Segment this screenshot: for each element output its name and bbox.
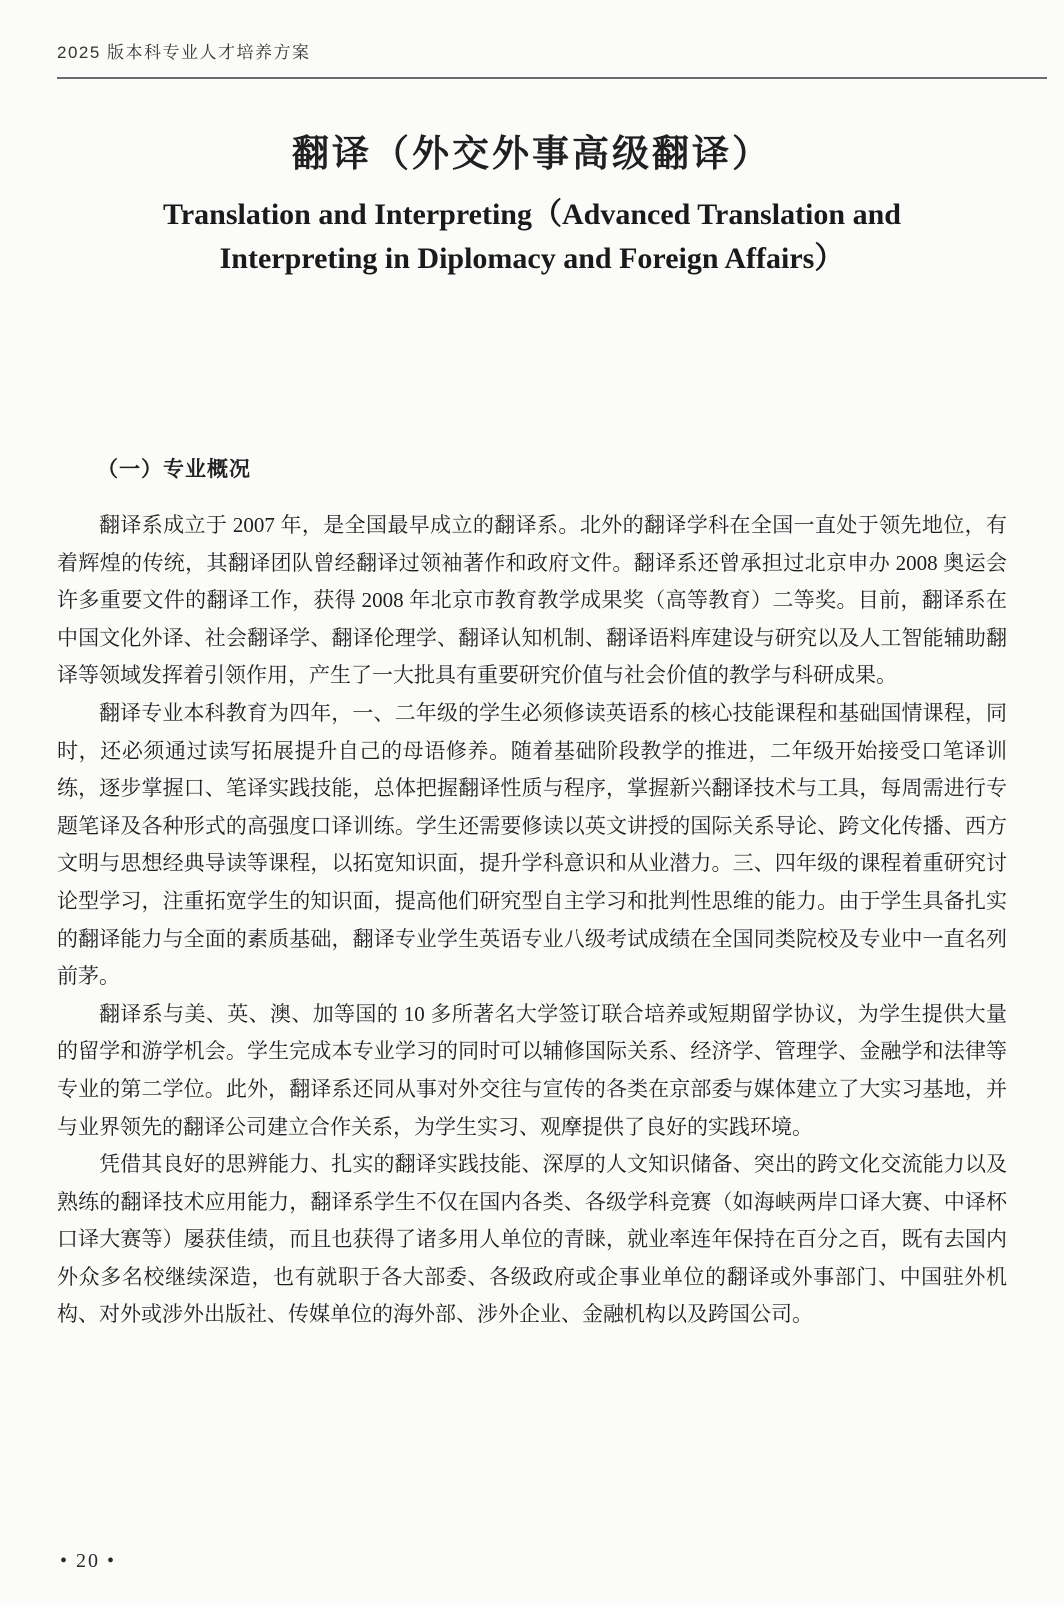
header-rule bbox=[57, 77, 1047, 79]
running-header-text: 2025 版本科专业人才培养方案 bbox=[57, 43, 311, 62]
title-english-line-1: Translation and Interpreting（Advanced Translation and bbox=[163, 198, 901, 231]
section-heading: （一）专业概况 bbox=[97, 458, 251, 481]
title-english bbox=[57, 193, 1007, 281]
paragraph-3: 翻译系与美、英、澳、加等国的 10 多所著名大学签订联合培养或短期留学协议，为学生提供大量的留学和游学机会。学生完成本专业学习的同时可以辅修国际关系、经济学、管理学、金融学和法律等专业的第二学位。此外，翻译系还同从事对外交往与宣传的各类在京部委与媒体建立了大实习基地，并与业界领先的翻译公司建立合作关系，为学生实习、观摩提供了良好的实践环境。 bbox=[57, 1001, 1007, 1139]
running-header bbox=[57, 0, 1007, 79]
title-english-line-2: Interpreting in Diplomacy and Foreign Affairs） bbox=[219, 242, 845, 275]
title-chinese: 翻译（外交外事高级翻译） bbox=[292, 133, 772, 174]
body-text bbox=[57, 507, 1007, 1334]
page-number: • 20 • bbox=[60, 1550, 117, 1572]
paragraph-4: 凭借其良好的思辨能力、扎实的翻译实践技能、深厚的人文知识储备、突出的跨文化交流能力以及熟练的翻译技术应用能力，翻译系学生不仅在国内各类、各级学科竞赛（如海峡两岸口译大赛、中译杯口译大赛等）屡获佳绩，而且也获得了诸多用人单位的青睐，就业率连年保持在百分之百，既有去国内外众多名校继续深造，也有就职于各大部委、各级政府或企事业单位的翻译或外事部门、中国驻外机构、对外或涉外出版社、传媒单位的海外部、涉外企业、金融机构以及跨国公司。 bbox=[57, 1152, 1007, 1327]
paragraph-2: 翻译专业本科教育为四年，一、二年级的学生必须修读英语系的核心技能课程和基础国情课程，同时，还必须通过读写拓展提升自己的母语修养。随着基础阶段教学的推进，二年级开始接受口笔译训练，逐步掌握口、笔译实践技能，总体把握翻译性质与程序，掌握新兴翻译技术与工具，每周需进行专题笔译及各种形式的高强度口译训练。学生还需要修读以英文讲授的国际关系导论、跨文化传播、西方文明与思想经典导读等课程，以拓宽知识面，提升学科意识和从业潜力。三、四年级的课程着重研究讨论型学习，注重拓宽学生的知识面，提高他们研究型自主学习和批判性思维的能力。由于学生具备扎实的翻译能力与全面的素质基础，翻译专业学生英语专业八级考试成绩在全国同类院校及专业中一直名列前茅。 bbox=[57, 700, 1007, 989]
paragraph-1: 翻译系成立于 2007 年，是全国最早成立的翻译系。北外的翻译学科在全国一直处于领先地位，有着辉煌的传统，其翻译团队曾经翻译过领袖著作和政府文件。翻译系还曾承担过北京申办 2008 奥运会许多重要文件的翻译工作，获得 2008 年北京市教育教学成果奖（高等教育）二等奖。目前，翻译系在中国文化外译、社会翻译学、翻译伦理学、翻译认知机制、翻译语料库建设与研究以及人工智能辅助翻译等领域发挥着引领作用，产生了一大批具有重要研究价值与社会价值的教学与科研成果。 bbox=[57, 513, 1007, 688]
